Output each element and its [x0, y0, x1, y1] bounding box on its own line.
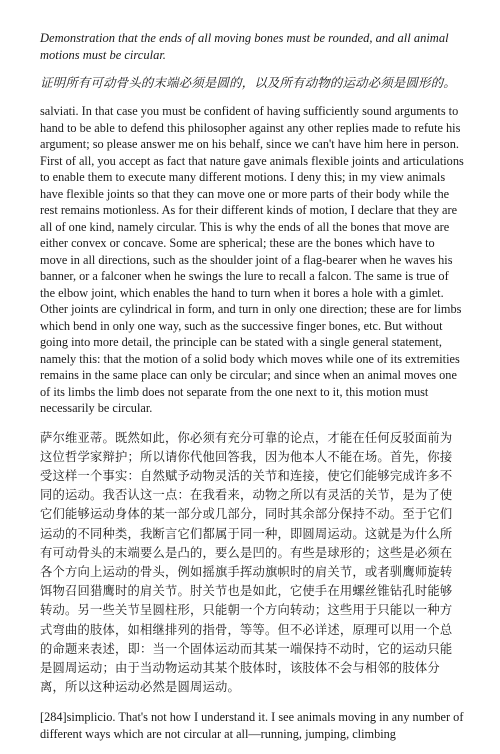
heading-english: Demonstration that the ends of all moving bones must be rounded, and all animal motions must be circular.: [40, 31, 449, 62]
document-page: [40, 30, 464, 754]
paragraph-salviati-english: salviati. In that case you must be confident of having sufficiently sound arguments to hand to be able to defend this philosopher against any other replies made to refute his argument; so please answer me on his behalf, since we can't have him here in person. First of all, you accept as fact that nature gave animals flexible joints and articulations to enable them to execute many different motions. I deny this; in my view animals have flexible joints so that they can move one or more parts of their body while the rest remains motionless. As for their different kinds of motion, I declare that they are all of one kind, namely circular. This is why the ends of all the bones that move are either convex or concave. Some are spherical; these are the bones which have to move in all directions, such as the shoulder joint of a flag-bearer when he waves his banner, or a falconer when he swings the lure to recall a falcon. The same is true of the elbow joint, which enables the hand to turn when it bores a hole with a gimlet. Other joints are cylindrical in form, and turn in only one direction; these are for limbs which bend in only one way, such as the successive finger bones, etc. But without going into more detail, the principle can be stated with a single general statement, namely this: that the motion of a solid body which moves while one of its extremities remains in the same place can only be circular; and since when an animal moves one of its limbs the limb does not separate from the one next to it, this motion must necessarily be circular.: [40, 104, 464, 415]
paragraph-salviati-chinese: 萨尔维亚蒂。既然如此，你必须有充分可靠的论点，才能在任何反驳面前为这位哲学家辩护；所以请你代他回答我，因为他本人不能在场。首先，你接受这样一个事实：自然赋予动物灵活的关节和连接，使它们能够完成许多不同的运动。我否认这一点：在我看来，动物之所以有灵活的关节，是为了使它们能够运动身体的某一部分或几部分，同时其余部分保持不动。至于它们运动的不同种类，我断言它们都属于同一种，即圆周运动。这就是为什么所有可动骨头的末端要么是凸的，要么是凹的。有些是球形的；这些是必须在各个方向上运动的骨头，例如摇旗手挥动旗帜时的肩关节，或者驯鹰师旋转饵物召回猎鹰时的肩关节。肘关节也是如此，它使手在用螺丝锥钻孔时能够转动。另一些关节呈圆柱形，只能朝一个方向转动；这些用于只能以一种方式弯曲的肢体，如相继排列的指骨，等等。但不必详述，原理可以用一个总的命题来表述，即：当一个固体运动而其某一端保持不动时，它的运动只能是圆周运动；由于当动物运动其某个肢体时，该肢体不会与相邻的肢体分离，所以这种运动必然是圆周运动。: [40, 430, 453, 695]
paragraph-simplicio-english: [284]simplicio. That's not how I understand it. I see animals moving in any number of different ways which are not circular at all—running, jumping, climbing: [40, 710, 464, 741]
heading-chinese: 证明所有可动骨头的末端必须是圆的，以及所有动物的运动必须是圆形的。: [40, 75, 456, 90]
